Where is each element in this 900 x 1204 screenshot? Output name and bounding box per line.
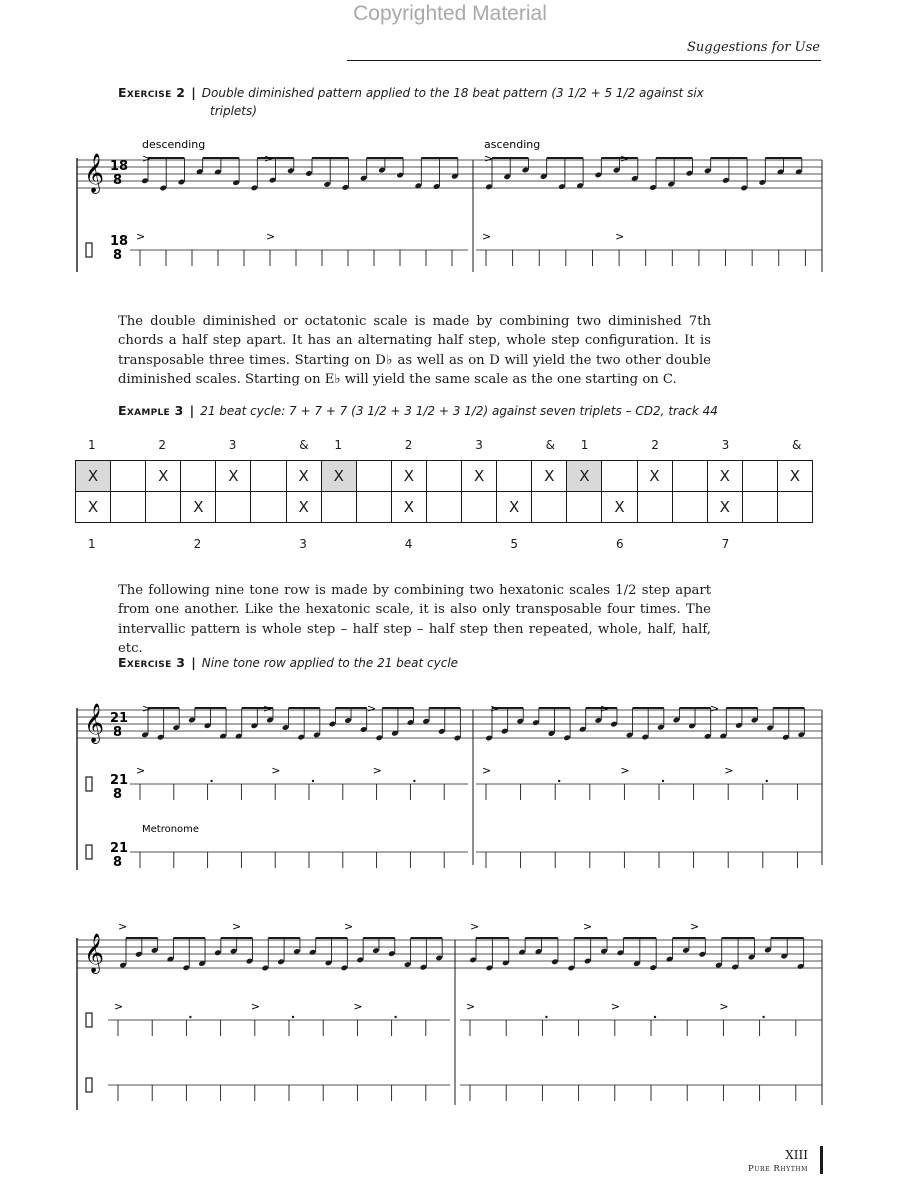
folio-bar	[820, 1146, 823, 1174]
paragraph-octatonic: The double diminished or octatonic scale is made by combining two diminished 7th chords a half step apart. It has an alternating half step, whole step configuration. It is transposable three times. Starting on D♭ as well as on D will yield the two other double diminished scales. Starting on E♭ will yield the same scale as the one starting on C.	[118, 314, 711, 387]
accent-mark: >	[482, 230, 492, 243]
accent-mark: >	[600, 702, 610, 715]
svg-text:18: 18	[110, 234, 129, 249]
descending-label: descending	[142, 138, 206, 151]
grid-cell: X	[777, 461, 812, 492]
grid-cell	[742, 492, 777, 523]
grid-cell: X	[567, 461, 602, 492]
accent-mark: >	[114, 1000, 124, 1013]
bottom-count: 6	[616, 537, 624, 551]
accent-mark: >	[490, 702, 500, 715]
top-count: 1	[580, 438, 589, 452]
accent-mark: >	[266, 230, 276, 243]
accent-mark: >	[263, 702, 273, 715]
svg-text:21: 21	[110, 711, 129, 726]
header-rule	[347, 60, 821, 61]
exercise-2-rhythm-line	[86, 230, 822, 266]
accent-mark: >	[719, 1000, 729, 1013]
accent-mark: >	[470, 920, 480, 933]
bottom-count: 5	[510, 537, 519, 551]
top-count: &	[545, 438, 555, 452]
grid-cell	[672, 492, 707, 523]
top-count: 3	[475, 438, 483, 452]
grid-row	[76, 461, 813, 492]
exercise-3-label: Exercise 3	[118, 655, 186, 670]
grid-cell: X	[602, 492, 637, 523]
grid-cell	[251, 492, 286, 523]
exercise-2-title: Double diminished pattern applied to the 18 beat pattern (3 1/2 + 5 1/2 against six	[201, 86, 704, 100]
accent-mark: >	[142, 702, 152, 715]
accent-mark: >	[620, 764, 630, 777]
grid-cell: X	[497, 492, 532, 523]
grid-cell	[146, 492, 181, 523]
svg-text:8: 8	[113, 248, 123, 263]
exercise-3-score-system-1	[0, 680, 900, 880]
staccato-dot	[394, 1016, 396, 1018]
example-3-heading: Example 3 | 21 beat cycle: 7 + 7 + 7 (3 1/2 + 3 1/2 + 3 1/2) against seven triplets – CD2, track 44	[118, 403, 718, 418]
treble-clef-icon: 𝄞	[84, 933, 105, 973]
copyright-watermark: Copyrighted Material	[353, 2, 547, 25]
grid-cell	[637, 492, 672, 523]
accent-mark: >	[484, 152, 494, 165]
accent-mark: >	[482, 764, 492, 777]
grid-cell: X	[76, 492, 111, 523]
accent-mark: >	[353, 1000, 363, 1013]
staccato-dot	[662, 780, 664, 782]
staccato-dot	[413, 780, 415, 782]
svg-text:8: 8	[113, 725, 123, 740]
accent-mark: >	[710, 702, 720, 715]
accent-mark: >	[250, 1000, 261, 1013]
bottom-count: 1	[88, 537, 96, 551]
accent-mark: >	[583, 920, 593, 933]
grid-cell: X	[321, 461, 356, 492]
grid-cell: X	[216, 461, 251, 492]
grid-cell: X	[707, 492, 742, 523]
accent-mark: >	[271, 764, 281, 777]
grid-cell	[777, 492, 812, 523]
grid-cell	[111, 492, 146, 523]
accent-mark: >	[724, 764, 734, 777]
grid-cell	[111, 461, 146, 492]
top-count: 1	[88, 438, 96, 452]
staccato-dot	[292, 1016, 294, 1018]
grid-cell	[742, 461, 777, 492]
percussion-clef-icon	[86, 243, 92, 257]
top-count: &	[299, 438, 309, 452]
staccato-dot	[210, 780, 212, 782]
grid-cell	[497, 461, 532, 492]
time-sig-top: 18	[110, 159, 129, 174]
accent-mark: >	[610, 1000, 621, 1013]
staccato-dot	[545, 1016, 547, 1018]
grid-cell	[356, 492, 391, 523]
bottom-count: 3	[299, 537, 307, 551]
top-count: 2	[651, 438, 659, 452]
grid-cell	[321, 492, 356, 523]
exercise-2-treble-staff	[77, 152, 822, 272]
book-title: Pure Rhythm	[748, 1164, 808, 1174]
bottom-count: 4	[404, 537, 413, 551]
grid-cell: X	[286, 461, 321, 492]
grid-cell: X	[462, 461, 497, 492]
grid-cell	[532, 492, 567, 523]
grid-cell	[672, 461, 707, 492]
bottom-count: 2	[193, 537, 202, 551]
percussion-clef-icon	[86, 777, 92, 791]
grid-cell: X	[532, 461, 567, 492]
grid-cell	[426, 461, 461, 492]
running-head: Suggestions for Use	[687, 40, 820, 55]
staccato-dot	[762, 1016, 764, 1018]
accent-mark: >	[264, 152, 274, 165]
percussion-clef-icon	[86, 1013, 92, 1027]
accent-mark: >	[136, 764, 146, 777]
staccato-dot	[312, 780, 314, 782]
staccato-dot	[766, 780, 768, 782]
grid-cell	[181, 461, 216, 492]
time-sig-bottom: 8	[113, 173, 123, 188]
grid-cell: X	[181, 492, 216, 523]
grid-cell	[216, 492, 251, 523]
accent-mark: >	[344, 920, 354, 933]
accent-mark: >	[232, 920, 242, 933]
svg-text:21: 21	[110, 773, 129, 788]
accent-mark: >	[142, 152, 152, 165]
bottom-count-row	[0, 537, 900, 557]
grid-row	[76, 492, 813, 523]
top-count-row	[0, 438, 900, 458]
percussion-clef-icon	[86, 1078, 92, 1092]
accent-mark: >	[615, 230, 625, 243]
exercise-2-label: Exercise 2	[118, 85, 186, 100]
accent-mark: >	[620, 152, 630, 165]
grid-cell: X	[391, 461, 426, 492]
accent-mark: >	[372, 764, 382, 777]
exercise-3-heading: Exercise 3 | Nine tone row applied to the 21 beat cycle	[118, 655, 459, 670]
metronome-label: Metronome	[142, 824, 200, 835]
grid-cell: X	[286, 492, 321, 523]
grid-cell: X	[76, 461, 111, 492]
staccato-dot	[189, 1016, 191, 1018]
accent-mark: >	[466, 1000, 476, 1013]
top-count: 2	[158, 438, 167, 452]
example-3-title: 21 beat cycle: 7 + 7 + 7 (3 1/2 + 3 1/2 + 3 1/2) against seven triplets – CD2, track 44	[200, 404, 718, 418]
staccato-dot	[654, 1016, 656, 1018]
grid-cell	[567, 492, 602, 523]
accent-mark: >	[136, 230, 146, 243]
grid-cell: X	[391, 492, 426, 523]
top-count: 1	[334, 438, 343, 452]
top-count: 3	[721, 438, 730, 452]
top-count: &	[792, 438, 802, 452]
bottom-count: 7	[721, 537, 730, 551]
svg-text:8: 8	[113, 855, 123, 870]
staccato-dot	[558, 780, 560, 782]
ascending-label: ascending	[484, 138, 541, 151]
treble-clef-icon: 𝄞	[84, 703, 105, 743]
accent-mark: >	[690, 920, 700, 933]
exercise-2-heading: Exercise 2 | Double diminished pattern applied to the 18 beat pattern (3 1/2 + 5 1/2 against six	[118, 85, 704, 100]
exercise-3-score-system-2	[0, 900, 900, 1120]
treble-clef-icon: 𝄞	[84, 153, 105, 193]
top-count: 3	[228, 438, 237, 452]
paragraph-nine-tone-row: The following nine tone row is made by combining two hexatonic scales 1/2 step apart from one another. Like the hexatonic scale, it is also only transposable four times. The intervallic pattern is whole step – half step – half step then repeated, whole, half, half, etc.	[118, 583, 711, 656]
svg-text:21: 21	[110, 841, 129, 856]
grid-cell	[251, 461, 286, 492]
grid-cell: X	[637, 461, 672, 492]
grid-cell	[426, 492, 461, 523]
accent-mark: >	[367, 702, 377, 715]
accent-mark: >	[118, 920, 128, 933]
exercise-3-title: Nine tone row applied to the 21 beat cycle	[201, 656, 459, 670]
svg-text:8: 8	[113, 787, 123, 802]
exercise-2-title-cont: triplets)	[210, 104, 257, 118]
grid-cell	[602, 461, 637, 492]
page-number: XIII	[785, 1148, 808, 1162]
example-3-label: Example 3	[118, 403, 184, 418]
exercise-2-score	[0, 130, 900, 280]
grid-cell: X	[707, 461, 742, 492]
percussion-clef-icon	[86, 845, 92, 859]
rhythm-grid	[75, 460, 813, 523]
grid-cell: X	[146, 461, 181, 492]
grid-cell	[356, 461, 391, 492]
top-count: 2	[404, 438, 413, 452]
grid-cell	[462, 492, 497, 523]
